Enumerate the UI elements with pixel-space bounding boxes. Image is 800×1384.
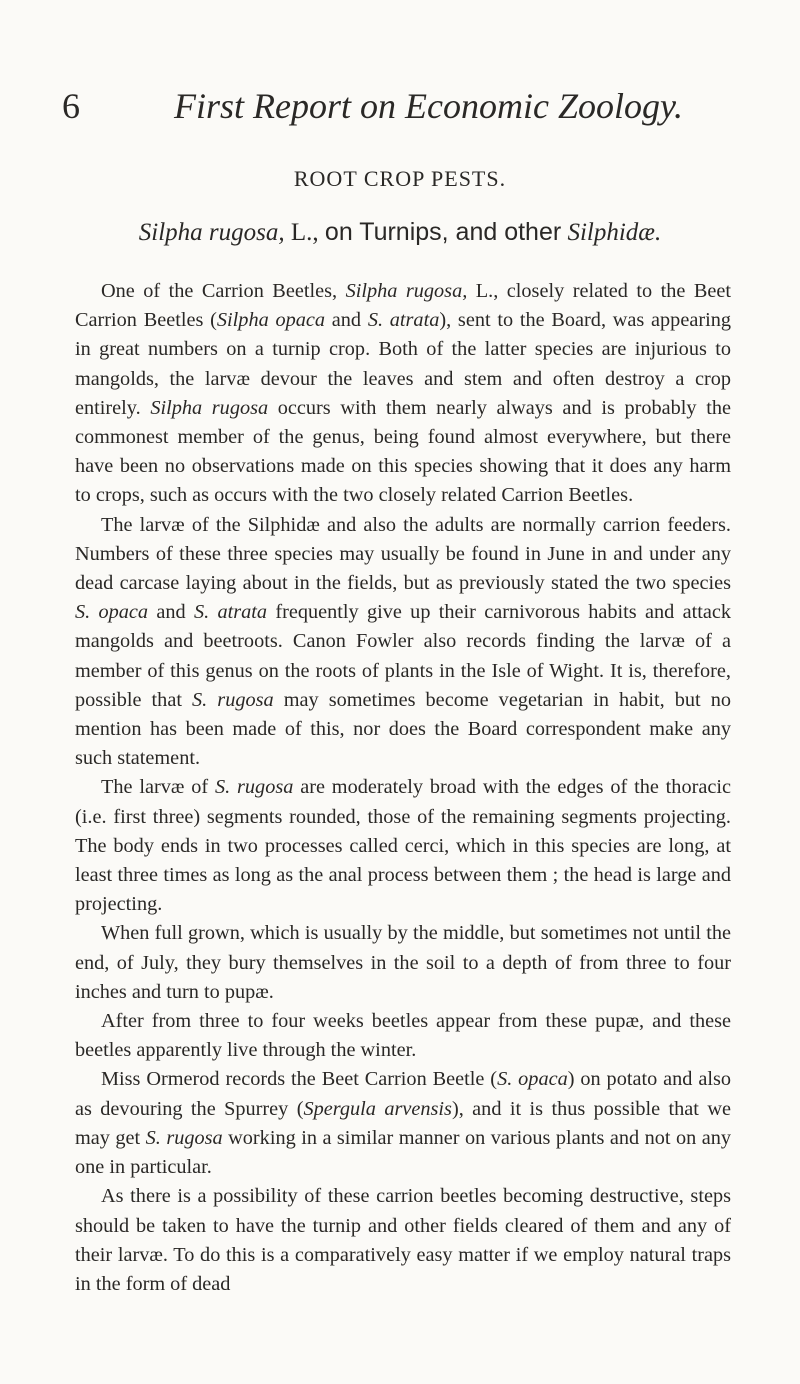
italic-text: S. rugosa bbox=[192, 688, 274, 711]
text-run: ), and it is thus possible that we may get bbox=[75, 1097, 731, 1149]
italic-text: S. rugosa bbox=[145, 1126, 223, 1149]
subtitle-species: Silpha rugosa, bbox=[138, 219, 285, 246]
italic-text: S. atrata bbox=[367, 309, 440, 332]
text-run: After from three to four weeks beetles appear from these pupæ, and these beetles apparently live through the winter. bbox=[75, 1010, 731, 1062]
paragraph bbox=[75, 511, 731, 774]
text-run: Miss Ormerod records the Beet Carrion Beetle ( bbox=[101, 1068, 498, 1091]
subtitle-authority: L., bbox=[290, 219, 319, 246]
text-run: working in a similar manner on various plants and not on any one in particular. bbox=[75, 1126, 731, 1179]
paragraph bbox=[75, 919, 731, 1007]
text-run: One of the Carrion Beetles, bbox=[101, 280, 346, 302]
text-run: and bbox=[325, 309, 368, 332]
section-title: ROOT CROP PESTS. bbox=[293, 166, 507, 191]
paragraph bbox=[75, 773, 731, 919]
article-subtitle bbox=[0, 216, 800, 249]
italic-text: Spergula arvensis bbox=[303, 1097, 452, 1120]
paragraph bbox=[75, 1182, 731, 1299]
text-run: are moderately broad with the edges of the thoracic (i.e. first three) segments rounded, those of the remaining segments projecting. The body ends in two processes called cerci, which in this species are long, at least three times as long as the anal process between them ; the head is large and projecting. bbox=[75, 776, 731, 916]
subtitle-text: on Turnips, and other bbox=[324, 218, 562, 246]
text-run: The larvæ of bbox=[101, 776, 215, 799]
text-run: When full grown, which is usually by the middle, but sometimes not until the end, of July, they bury themselves in the soil to a depth of from three to four inches and turn to pupæ. bbox=[75, 922, 731, 1003]
text-run: frequently give up their carnivorous habits and attack mangolds and beetroots. Canon Fowler also records finding the larvæ of a member of this genus on the roots of plants in the Isle of Wight. It is, therefore, possible that bbox=[75, 601, 731, 711]
text-run: and bbox=[148, 601, 194, 624]
running-title: First Report on Economic Zoology. bbox=[174, 86, 683, 126]
subtitle-family: Silphidæ. bbox=[567, 219, 662, 246]
italic-text: Silpha opaca bbox=[216, 309, 326, 332]
text-run: ), sent to the Board, was appearing in great numbers on a turnip crop. Both of the latter species are injurious to mangolds, the larvæ devour the leaves and stem and often destroy a crop entirely. bbox=[75, 309, 731, 419]
italic-text: Silpha rugosa, bbox=[345, 280, 468, 302]
italic-text: S. atrata bbox=[193, 601, 268, 624]
paragraph bbox=[75, 1065, 731, 1182]
paragraph bbox=[75, 1007, 731, 1065]
text-run: may sometimes become vegetarian in habit, but no mention has been made of this, nor does the Board correspondent make any such statement. bbox=[75, 688, 732, 770]
italic-text: S. rugosa bbox=[214, 776, 294, 799]
text-run: ) on potato and also as devouring the Spurrey ( bbox=[75, 1068, 731, 1120]
italic-text: Silpha rugosa bbox=[150, 396, 269, 419]
text-run: L., closely related to the Beet Carrion Beetles ( bbox=[75, 280, 732, 332]
paragraph bbox=[75, 277, 731, 511]
text-run: As there is a possibility of these carrion beetles becoming destructive, steps should be taken to have the turnip and other fields cleared of them and any of their larvæ. To do this is a comparatively easy matter if we employ natural traps in the form of dead bbox=[75, 1185, 731, 1295]
italic-text: S. opaca bbox=[75, 601, 149, 624]
body-text bbox=[75, 277, 731, 1299]
page-number: 6 bbox=[62, 86, 80, 126]
italic-text: S. opaca bbox=[497, 1068, 568, 1091]
text-run: occurs with them nearly always and is probably the commonest member of the genus, being found almost everywhere, but there have been no observations made on this species showing that it does any harm to crops, such as occurs with the two closely related Carrion Beetles. bbox=[75, 396, 731, 507]
running-header bbox=[62, 84, 752, 128]
text-run: The larvæ of the Silphidæ and also the adults are normally carrion feeders. Numbers of these three species may usually be found in June in and under any dead carcase laying about in the fields, but as previously stated the two species bbox=[75, 513, 731, 595]
